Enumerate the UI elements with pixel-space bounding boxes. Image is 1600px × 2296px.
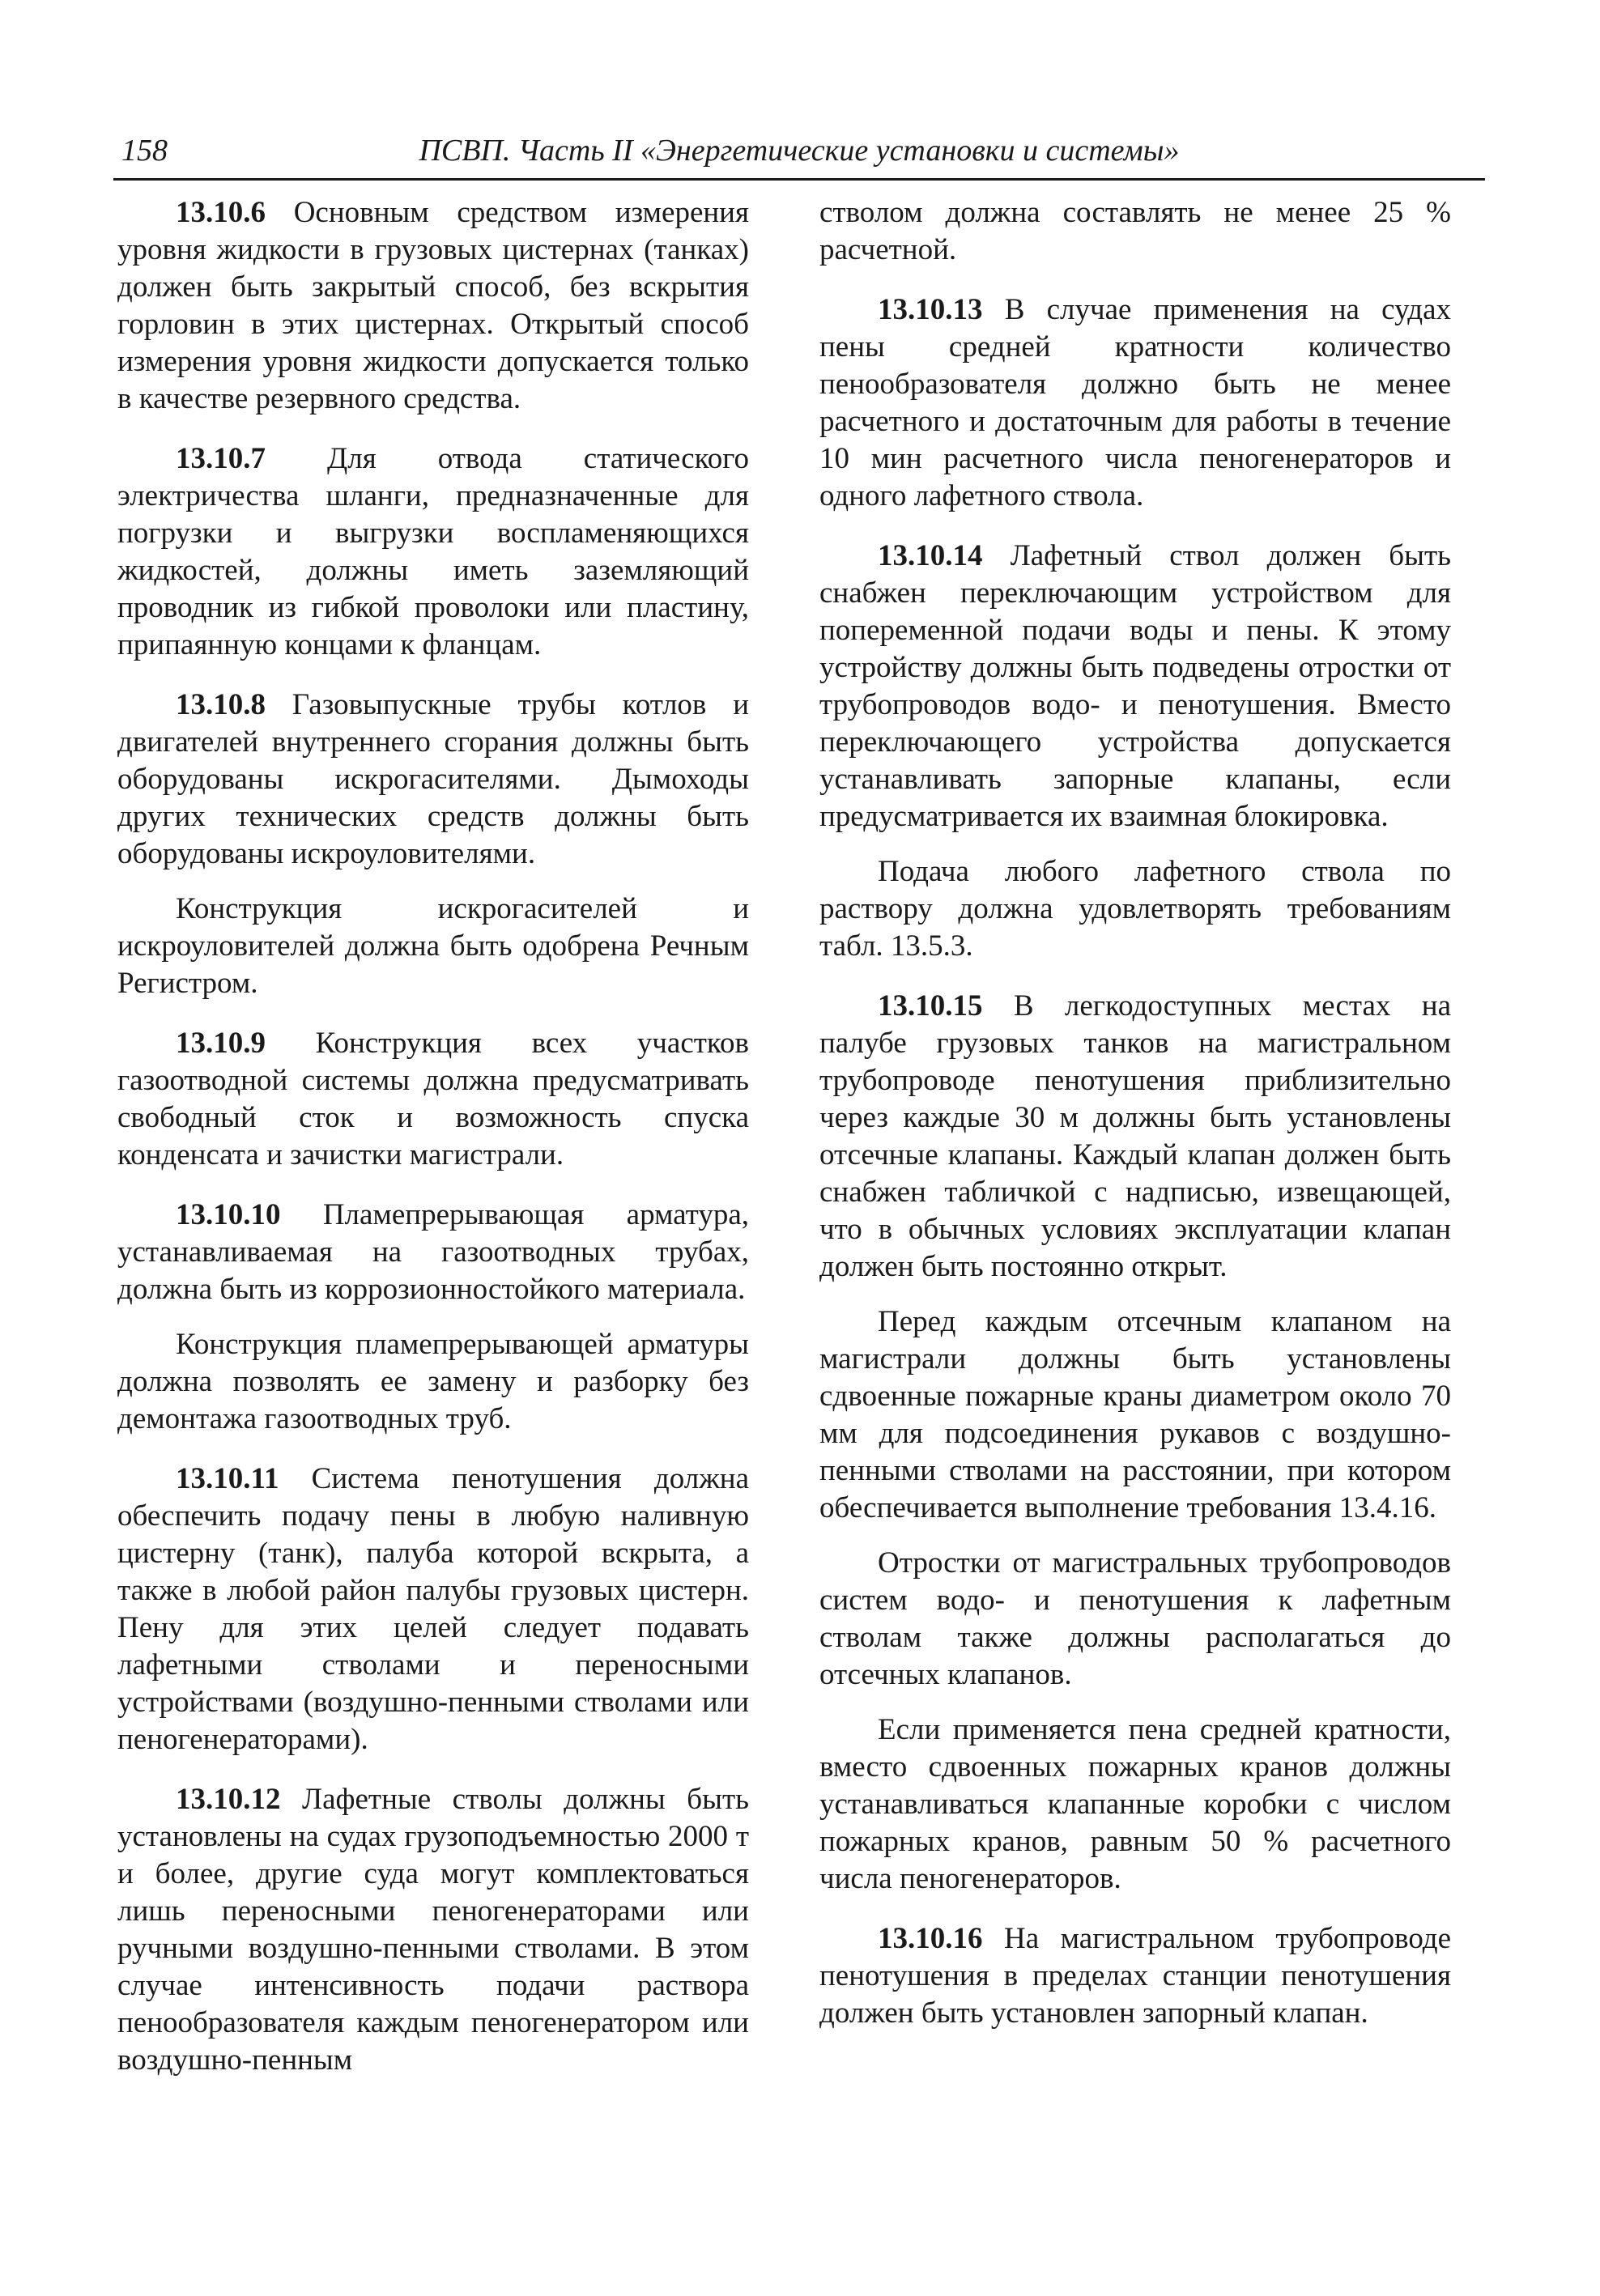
right-column [819,194,1451,2055]
paragraph-text: Лафетные стволы должны быть установлены на судах грузоподъемностью 2000 т и более, другие суда могут комплектоваться лишь переносными пеногенераторами или ручными воздушно-пенными стволами. В этом случае интенсивность подачи раствора пенообразователя каждым пеногенератором или воздушно-пенным [117,1783,749,2077]
paragraph-text: Конструкция всех участков газоотводной системы должна предусматривать свободный сток и возможность спуска конденсата и зачистки магистрали. [117,1027,749,1171]
paragraph-13-10-7 [117,440,749,664]
paragraph-13-10-15-cont-1 [819,1303,1451,1527]
paragraph-13-10-12-cont [819,194,1451,269]
section-number: 13.10.6 [176,196,266,229]
paragraph-13-10-6 [117,194,749,418]
paragraph-text: Если применяется пена средней кратности, вместо сдвоенных пожарных кранов должны устанавливаться клапанные коробки с числом пожарных кранов, равным 50 % расчетного числа пеногенераторов. [819,1713,1451,1895]
paragraph-text: Основным средством измерения уровня жидкости в грузовых цистернах (танках) должен быть закрытый способ, без вскрытия горловин в этих цистернах. Открытый способ измерения уровня жидкости допускается только в качестве резервного средства. [117,196,750,415]
paragraph-text: Лафетный ствол должен быть снабжен переключающим устройством для попеременной подачи воды и пены. К этому устройству должны быть подведены отростки от трубопроводов водо- и пенотушения. Вместо переключающего устройства допускается устанавливать запорные клапаны, если предусматривается их взаимная блокировка. [819,539,1451,833]
paragraph-13-10-12 [117,1781,749,2079]
section-number: 13.10.7 [176,442,266,475]
paragraph-text: Отростки от магистральных трубопроводов систем водо- и пенотушения к лафетным стволам также должны располагаться до отсечных клапанов. [819,1546,1451,1691]
paragraph-text: Перед каждым отсечным клапаном на магистрали должны быть установлены сдвоенные пожарные краны диаметром около 70 мм для подсоединения рукавов с воздушно-пенными стволами на расстоянии, при котором обеспечивается выполнение требования 13.4.16. [819,1305,1451,1524]
left-column [117,194,749,2102]
paragraph-text: Система пенотушения должна обеспечить подачу пены в любую наливную цистерну (танк), палуба которой вскрыта, а также в любой район палубы грузовых цистерн. Пену для этих целей следует подавать лафетными стволами и переносными устройствами (воздушно-пенными стволами или пеногенераторами). [117,1462,749,1756]
paragraph-text: Подача любого лафетного ствола по раствору должна удовлетворять требованиям табл. 13.5.3. [819,855,1451,963]
paragraph-text: Газовыпускные трубы котлов и двигателей внутреннего сгорания должны быть оборудованы искрогасителями. Дымоходы других технических средств должны быть оборудованы искроуловителями. [117,688,749,870]
section-number: 13.10.11 [176,1462,279,1495]
paragraph-text: В случае применения на судах пены средней кратности количество пенообразователя должно быть не менее расчетного и достаточным для работы в течение 10 мин расчетного числа пеногенераторов и одного лафетного ствола. [819,293,1452,512]
page-number: 158 [121,134,168,168]
paragraph-13-10-14 [819,538,1451,835]
paragraph-text: Конструкция пламепрерывающей арматуры должна позволять ее замену и разборку без демонтажа газоотводных труб. [117,1328,749,1435]
paragraph-text: Для отвода статического электричества шланги, предназначенные для погрузки и выгрузки воспламеняющихся жидкостей, должны иметь заземляющий проводник из гибкой проволоки или пластину, припаянную концами к фланцам. [117,442,749,661]
paragraph-text: стволом должна составлять не менее 25 % расчетной. [819,196,1451,266]
section-number: 13.10.13 [878,293,983,326]
paragraph-13-10-14-cont [819,853,1451,965]
paragraph-13-10-11 [117,1461,749,1758]
paragraph-13-10-13 [819,291,1451,515]
paragraph-13-10-8 [117,687,749,873]
paragraph-text: В легкодоступных местах на палубе грузовых танков на магистральном трубопроводе пенотушения приблизительно через каждые 30 м должны быть установлены отсечные клапаны. Каждый клапан должен быть снабжен табличкой с надписью, извещающей, что в обычных условиях эксплуатации клапан должен быть постоянно открыт. [819,989,1452,1283]
paragraph-13-10-8-cont [117,891,749,1002]
section-number: 13.10.8 [176,688,266,721]
paragraph-13-10-15-cont-3 [819,1711,1451,1898]
section-number: 13.10.15 [878,989,983,1023]
section-number: 13.10.16 [878,1922,983,1955]
paragraph-13-10-9 [117,1025,749,1174]
paragraph-13-10-10-cont [117,1326,749,1438]
section-number: 13.10.9 [176,1027,266,1060]
running-title: ПСВП. Часть II «Энергетические установки и системы» [419,134,1180,168]
paragraph-13-10-16 [819,1920,1451,2032]
paragraph-13-10-10 [117,1197,749,1308]
section-number: 13.10.10 [176,1198,281,1231]
paragraph-13-10-15 [819,988,1451,1286]
paragraph-text: На магистральном трубопроводе пенотушения в пределах станции пенотушения должен быть установлен запорный клапан. [819,1922,1452,2030]
paragraph-text: Конструкция искрогасителей и искроуловителей должна быть одобрена Речным Регистром. [117,892,749,1000]
page-header [113,128,1485,181]
section-number: 13.10.12 [176,1783,281,1816]
section-number: 13.10.14 [878,539,983,572]
paragraph-text: Пламепрерывающая арматура, устанавливаемая на газоотводных трубах, должна быть из коррозионностойкого материала. [117,1198,749,1306]
paragraph-13-10-15-cont-2 [819,1545,1451,1694]
